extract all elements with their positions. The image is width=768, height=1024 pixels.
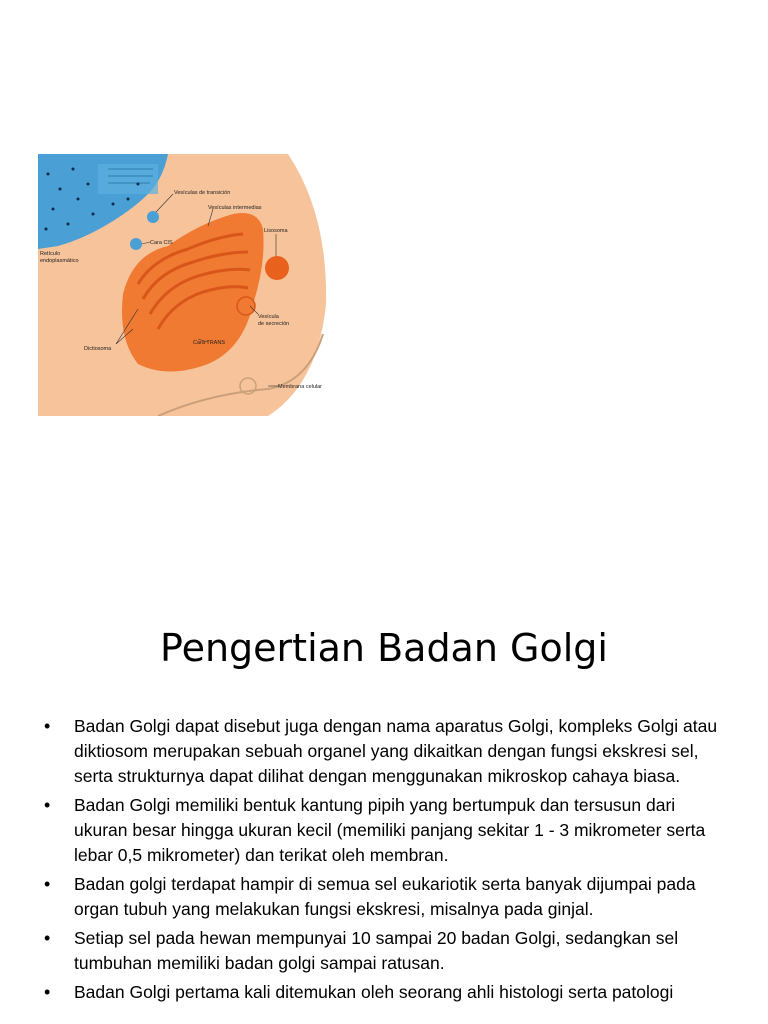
label-secretion-line1: Vesícula	[258, 314, 279, 320]
list-item	[40, 872, 730, 922]
label-lysosome: Lisosoma	[264, 228, 288, 234]
golgi-diagram	[38, 154, 328, 416]
label-intermediate-vesicles: Vesículas intermedias	[208, 205, 262, 211]
transition-vesicle	[147, 211, 159, 223]
bullet-text: Setiap sel pada hewan mempunyai 10 sampai 20 badan Golgi, sedangkan sel tumbuhan memiliki badan golgi sampai ratusan.	[74, 928, 679, 973]
bullet-glyph: •	[44, 716, 51, 736]
label-cell-membrane: Membrana celular	[278, 384, 323, 390]
label-cis-face: Cara CIS	[150, 240, 173, 246]
transition-vesicle	[130, 238, 142, 250]
page-title: Pengertian Badan Golgi	[160, 626, 608, 670]
lysosome	[265, 256, 289, 280]
label-er-line2: endoplasmático	[40, 258, 79, 264]
bullet-glyph: •	[44, 928, 51, 948]
label-trans-face: Cara TRANS	[193, 340, 225, 346]
label-dictyosome: Dictiosoma	[84, 346, 112, 352]
bullet-text: Badan Golgi dapat disebut juga dengan nama aparatus Golgi, kompleks Golgi atau diktiosom merupakan sebuah organel yang dikaitkan dengan fungsi ekskresi sel, serta strukturnya dapat dilihat dengan menggunakan mikroskop cahaya biasa.	[74, 716, 718, 786]
secretion-vesicle	[237, 297, 255, 315]
bullet-glyph: •	[44, 874, 51, 894]
bullet-list	[40, 714, 730, 1009]
list-item	[40, 926, 730, 976]
label-transition-vesicles: Vesículas de transición	[174, 190, 231, 196]
bullet-text: Badan Golgi memiliki bentuk kantung pipih yang bertumpuk dan tersusun dari ukuran besar hingga ukuran kecil (memiliki panjang sekitar 1 - 3 mikrometer serta lebar 0,5 mikrometer) dan terikat oleh membran.	[74, 795, 706, 865]
bullet-glyph: •	[44, 795, 51, 815]
list-item	[40, 980, 730, 1005]
bullet-text: Badan Golgi pertama kali ditemukan oleh seorang ahli histologi serta patologi	[74, 982, 674, 1002]
list-item	[40, 714, 730, 789]
label-er-line1: Retículo	[40, 251, 61, 257]
bullet-text: Badan golgi terdapat hampir di semua sel eukariotik serta banyak dijumpai pada organ tubuh yang melakukan fungsi ekskresi, misalnya pada ginjal.	[74, 874, 696, 919]
label-secretion-line2: de secreción	[258, 321, 290, 327]
bullet-glyph: •	[44, 982, 51, 1002]
list-item	[40, 793, 730, 868]
